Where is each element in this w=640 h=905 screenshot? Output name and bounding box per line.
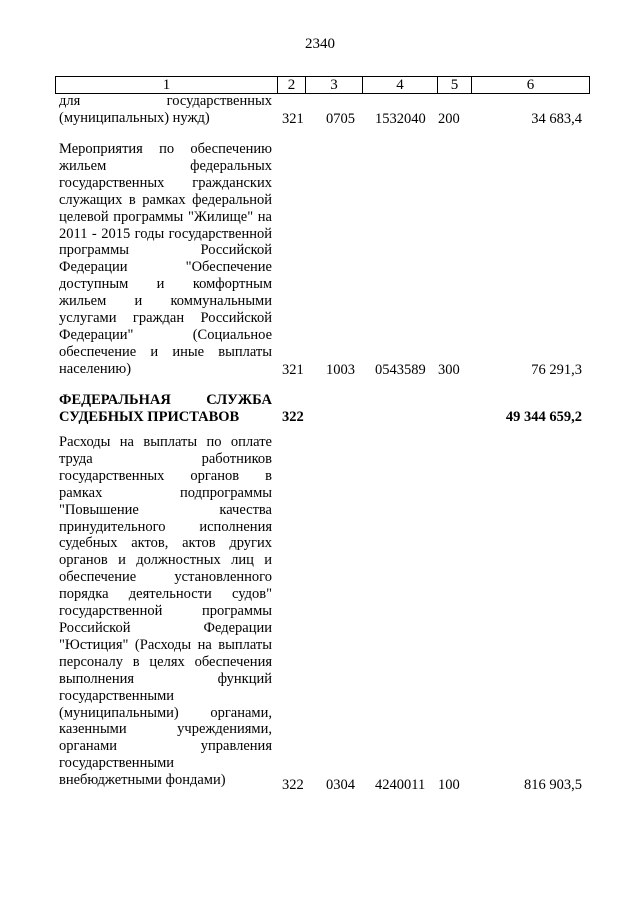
row-col-2: 321 [282, 362, 304, 378]
row-col-2: 322 [282, 777, 304, 793]
row-col-4: 4240011 [375, 777, 426, 793]
header-col-3: 3 [306, 77, 363, 93]
row-description: Мероприятия по обеспечению жильем федеральных государственных гражданских служащих в рамках федеральной целевой программы "Жилище" на 2011 - 2015 годы государственной программы Российской Федерации "Обеспечение доступным и комфортным жильем и коммунальными услугами граждан Российской Федерации" (Социальное обеспечение и иные выплаты населению) [59, 141, 272, 377]
row-col-5: 100 [438, 777, 460, 793]
row-col-2: 322 [282, 409, 304, 425]
row-col-3: 1003 [326, 362, 355, 378]
row-col-5: 200 [438, 111, 460, 127]
section-heading: ФЕДЕРАЛЬНАЯ СЛУЖБА СУДЕБНЫХ ПРИСТАВОВ [59, 392, 272, 425]
row-col-6: 34 683,4 [531, 111, 582, 127]
row-description: Расходы на выплаты по оплате труда работников государственных органов в рамках подпрограммы "Повышение качества принудительного исполнения судебных актов, актов других органов и должностных лиц и обеспечение установленного порядка деятельности судов" государственной программы Российской Федерации "Юстиция" (Расходы на выплаты персоналу в целях обеспечения выполнения функций государственными (муниципальными) органами, казенными учреждениями, органами управления государственными внебюджетными фондами) [59, 434, 272, 789]
row-col-4: 0543589 [375, 362, 426, 378]
header-col-1: 1 [56, 77, 278, 93]
page-number: 2340 [305, 36, 335, 52]
row-col-4: 1532040 [375, 111, 426, 127]
row-col-6: 76 291,3 [531, 362, 582, 378]
header-col-2: 2 [278, 77, 306, 93]
header-col-4: 4 [363, 77, 438, 93]
row-col-6: 49 344 659,2 [505, 409, 582, 425]
row-col-3: 0304 [326, 777, 355, 793]
row-description: для государственных (муниципальных) нужд) [59, 93, 272, 126]
row-col-2: 321 [282, 111, 304, 127]
row-col-6: 816 903,5 [524, 777, 582, 793]
table-header [55, 76, 590, 94]
header-col-5: 5 [438, 77, 472, 93]
row-col-3: 0705 [326, 111, 355, 127]
row-col-5: 300 [438, 362, 460, 378]
header-col-6: 6 [526, 77, 535, 93]
